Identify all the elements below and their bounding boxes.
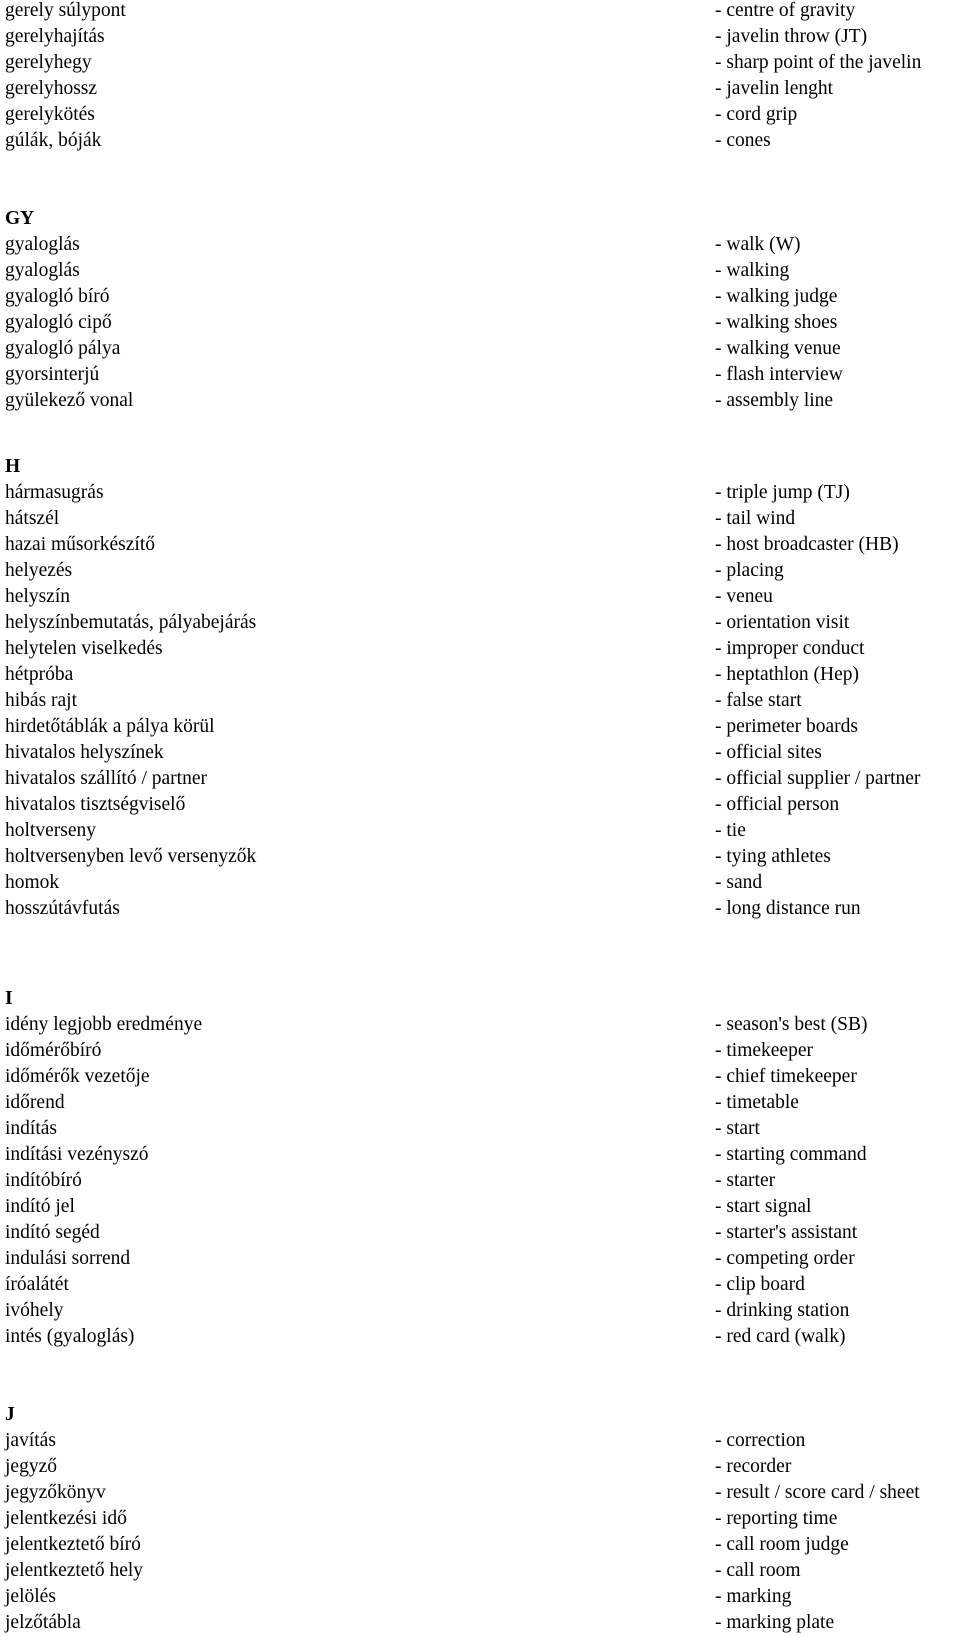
section-letter-heading: J (5, 1404, 15, 1425)
english-term: - start signal (715, 1196, 812, 1217)
list-item (0, 870, 960, 896)
hungarian-term: gerelyhegy (5, 52, 92, 73)
english-term: - drinking station (715, 1300, 850, 1321)
english-term: - starter's assistant (715, 1222, 858, 1243)
english-term: - assembly line (715, 390, 834, 411)
english-term: - long distance run (715, 898, 861, 919)
list-item (0, 1246, 960, 1272)
list-item (0, 766, 960, 792)
english-term: - flash interview (715, 364, 843, 385)
list-item (0, 1480, 960, 1506)
hungarian-term: helyszínbemutatás, pályabejárás (5, 612, 257, 633)
hungarian-term: hirdetőtáblák a pálya körül (5, 716, 215, 737)
hungarian-term: gerelykötés (5, 104, 95, 125)
hungarian-term: hosszútávfutás (5, 898, 120, 919)
list-item (0, 388, 960, 414)
list-item (0, 714, 960, 740)
hungarian-term: idény legjobb eredménye (5, 1014, 203, 1035)
hungarian-term: jegyző (5, 1456, 57, 1477)
list-item (0, 610, 960, 636)
list-item (0, 362, 960, 388)
hungarian-term: javítás (5, 1430, 56, 1451)
english-term: - red card (walk) (715, 1326, 846, 1347)
english-term: - marking (715, 1586, 792, 1607)
english-term: - false start (715, 690, 802, 711)
english-term: - recorder (715, 1456, 792, 1477)
hungarian-term: gerelyhossz (5, 78, 98, 99)
english-term: - chief timekeeper (715, 1066, 857, 1087)
section-letter-heading: I (5, 988, 13, 1009)
english-term: - walking shoes (715, 312, 838, 333)
english-term: - walk (W) (715, 234, 801, 255)
english-term: - host broadcaster (HB) (715, 534, 899, 555)
hungarian-term: indítási vezényszó (5, 1144, 149, 1165)
hungarian-term: indító jel (5, 1196, 75, 1217)
english-term: - cones (715, 130, 771, 151)
hungarian-term: holtversenyben levő versenyzők (5, 846, 257, 867)
english-term: - walking venue (715, 338, 841, 359)
list-item (0, 740, 960, 766)
english-term: - tie (715, 820, 746, 841)
hungarian-term: hivatalos szállító / partner (5, 768, 207, 789)
list-item (0, 480, 960, 506)
hungarian-term: időmérőbíró (5, 1040, 102, 1061)
list-item (0, 76, 960, 102)
section-j (0, 1402, 960, 1636)
hungarian-term: ivóhely (5, 1300, 64, 1321)
list-item (0, 1454, 960, 1480)
hungarian-term: jelentkeztető hely (5, 1560, 144, 1581)
hungarian-term: íróalátét (5, 1274, 69, 1295)
section-g-continued (0, 0, 960, 154)
hungarian-term: jelzőtábla (5, 1612, 81, 1633)
list-item (0, 1064, 960, 1090)
section-letter-heading: GY (5, 208, 35, 229)
list-item (0, 1610, 960, 1636)
english-term: - reporting time (715, 1508, 838, 1529)
hungarian-term: hivatalos tisztségviselő (5, 794, 186, 815)
list-item (0, 506, 960, 532)
english-term: - javelin throw (JT) (715, 26, 868, 47)
english-term: - call room (715, 1560, 801, 1581)
hungarian-term: gerelyhajítás (5, 26, 105, 47)
list-item (0, 1272, 960, 1298)
english-term: - walking (715, 260, 790, 281)
list-item (0, 584, 960, 610)
list-item (0, 688, 960, 714)
hungarian-term: helyszín (5, 586, 70, 607)
list-item (0, 1038, 960, 1064)
list-item (0, 1220, 960, 1246)
hungarian-term: hazai műsorkészítő (5, 534, 155, 555)
hungarian-term: hátszél (5, 508, 60, 529)
english-term: - veneu (715, 586, 773, 607)
english-term: - competing order (715, 1248, 855, 1269)
hungarian-term: holtverseny (5, 820, 96, 841)
hungarian-term: jelentkeztető bíró (5, 1534, 141, 1555)
english-term: - call room judge (715, 1534, 849, 1555)
english-term: - centre of gravity (715, 0, 856, 21)
english-term: - season's best (SB) (715, 1014, 868, 1035)
hungarian-term: gyalogló cipő (5, 312, 112, 333)
list-item (0, 1168, 960, 1194)
english-term: - javelin lenght (715, 78, 834, 99)
hungarian-term: időmérők vezetője (5, 1066, 150, 1087)
list-item (0, 1090, 960, 1116)
hungarian-term: indulási sorrend (5, 1248, 131, 1269)
list-item (0, 50, 960, 76)
list-item (0, 844, 960, 870)
english-term: - timetable (715, 1092, 799, 1113)
hungarian-term: hibás rajt (5, 690, 78, 711)
list-item (0, 102, 960, 128)
hungarian-term: hármasugrás (5, 482, 104, 503)
hungarian-term: hivatalos helyszínek (5, 742, 164, 763)
english-term: - timekeeper (715, 1040, 813, 1061)
english-term: - tying athletes (715, 846, 831, 867)
hungarian-term: helytelen viselkedés (5, 638, 163, 659)
english-term: - placing (715, 560, 784, 581)
list-item (0, 792, 960, 818)
list-item (0, 896, 960, 922)
list-item (0, 532, 960, 558)
list-item (0, 284, 960, 310)
english-term: - marking plate (715, 1612, 835, 1633)
list-item (0, 336, 960, 362)
english-term: - official person (715, 794, 840, 815)
english-term: - official supplier / partner (715, 768, 921, 789)
hungarian-term: gyalogló bíró (5, 286, 110, 307)
hungarian-term: hétpróba (5, 664, 74, 685)
section-letter-heading: H (5, 456, 21, 477)
list-item (0, 1298, 960, 1324)
list-item (0, 1532, 960, 1558)
list-item (0, 1012, 960, 1038)
hungarian-term: gyaloglás (5, 260, 80, 281)
list-item (0, 1324, 960, 1350)
english-term: - heptathlon (Hep) (715, 664, 860, 685)
list-item (0, 636, 960, 662)
hungarian-term: jegyzőkönyv (5, 1482, 106, 1503)
english-term: - sharp point of the javelin (715, 52, 922, 73)
hungarian-term: intés (gyaloglás) (5, 1326, 135, 1347)
list-item (0, 1116, 960, 1142)
english-term: - clip board (715, 1274, 805, 1295)
hungarian-term: gyülekező vonal (5, 390, 134, 411)
list-item (0, 1558, 960, 1584)
list-item (0, 232, 960, 258)
hungarian-term: indítás (5, 1118, 57, 1139)
list-item (0, 310, 960, 336)
list-item (0, 128, 960, 154)
list-item (0, 0, 960, 24)
hungarian-term: helyezés (5, 560, 73, 581)
english-term: - sand (715, 872, 763, 893)
section-i (0, 986, 960, 1350)
hungarian-term: gyorsinterjú (5, 364, 100, 385)
hungarian-term: homok (5, 872, 60, 893)
english-term: - improper conduct (715, 638, 865, 659)
list-item (0, 1142, 960, 1168)
hungarian-term: jelölés (5, 1586, 56, 1607)
list-item (0, 24, 960, 50)
hungarian-term: időrend (5, 1092, 65, 1113)
english-term: - starter (715, 1170, 776, 1191)
hungarian-term: indító segéd (5, 1222, 100, 1243)
list-item (0, 1428, 960, 1454)
english-term: - official sites (715, 742, 822, 763)
list-item (0, 1584, 960, 1610)
hungarian-term: gúlák, bóják (5, 130, 102, 151)
english-term: - correction (715, 1430, 806, 1451)
list-item (0, 818, 960, 844)
hungarian-term: gyalogló pálya (5, 338, 121, 359)
section-gy (0, 206, 960, 414)
hungarian-term: gyaloglás (5, 234, 80, 255)
english-term: - cord grip (715, 104, 798, 125)
english-term: - start (715, 1118, 760, 1139)
list-item (0, 1194, 960, 1220)
english-term: - result / score card / sheet (715, 1482, 920, 1503)
english-term: - orientation visit (715, 612, 850, 633)
english-term: - triple jump (TJ) (715, 482, 850, 503)
hungarian-term: gerely súlypont (5, 0, 126, 21)
list-item (0, 558, 960, 584)
english-term: - perimeter boards (715, 716, 858, 737)
list-item (0, 1506, 960, 1532)
list-item (0, 258, 960, 284)
section-h (0, 454, 960, 922)
english-term: - starting command (715, 1144, 867, 1165)
english-term: - tail wind (715, 508, 796, 529)
hungarian-term: jelentkezési idő (5, 1508, 127, 1529)
hungarian-term: indítóbíró (5, 1170, 82, 1191)
list-item (0, 662, 960, 688)
english-term: - walking judge (715, 286, 838, 307)
